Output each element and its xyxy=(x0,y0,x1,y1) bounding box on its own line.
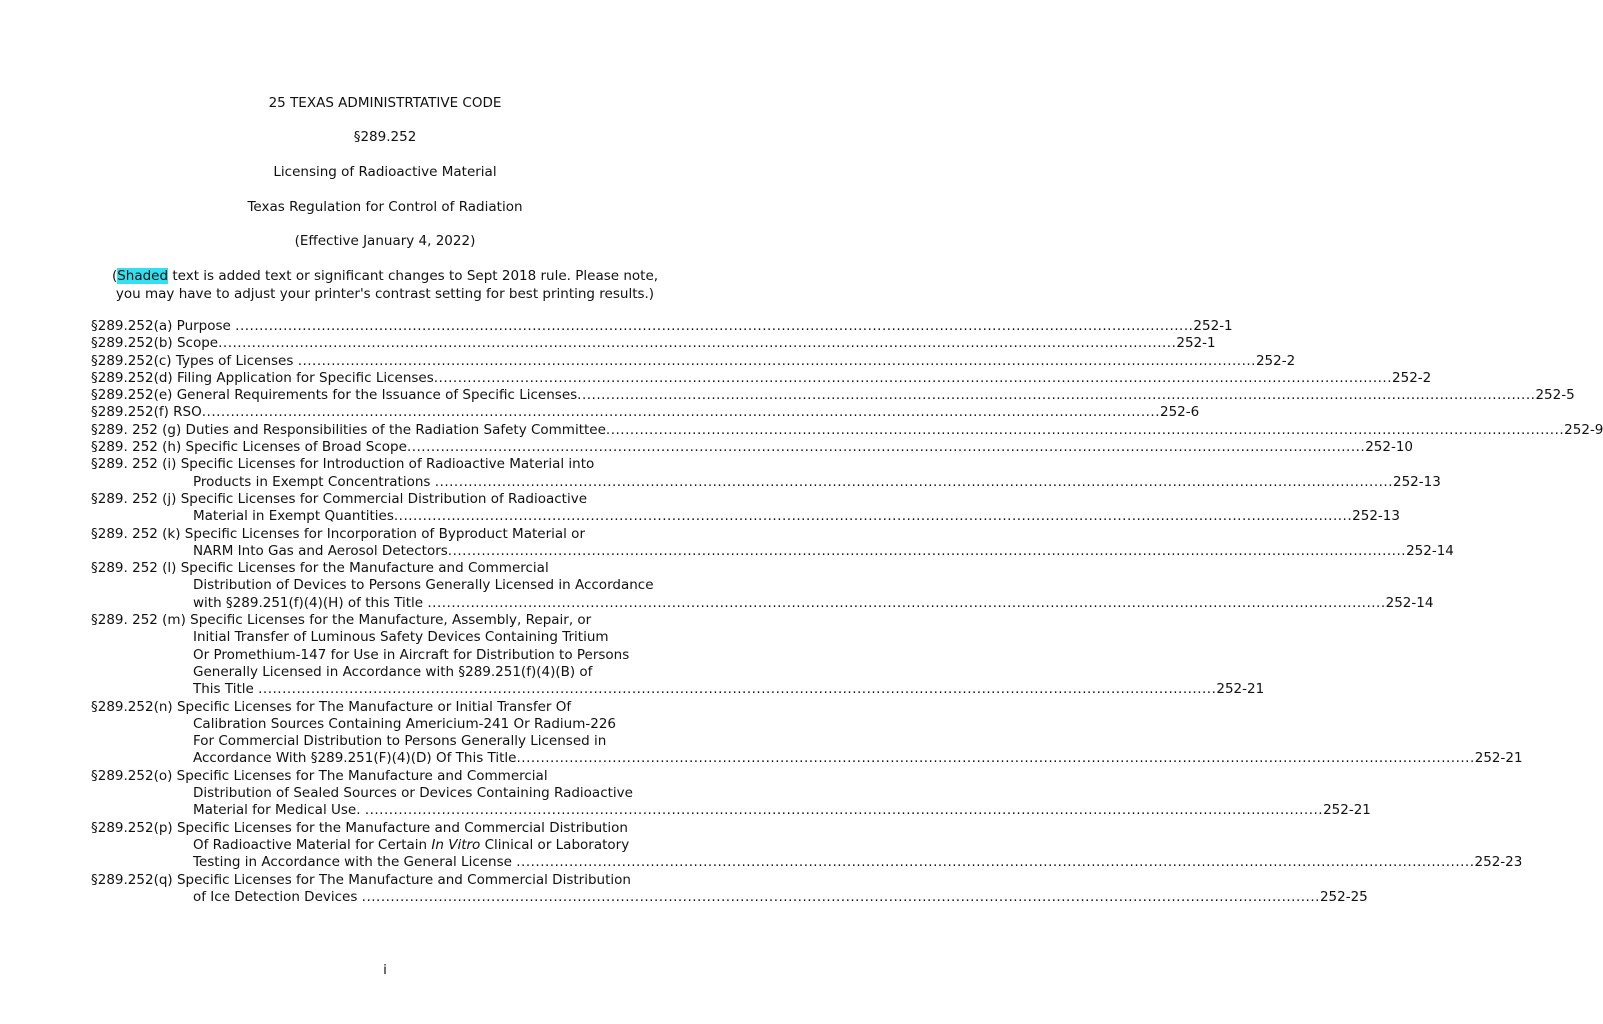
toc-line-text: This Title xyxy=(193,681,259,698)
toc-entry xyxy=(91,335,1216,352)
toc-line xyxy=(91,456,673,473)
toc-line-text: §289.252(d) Filing Application for Specific Licenses xyxy=(91,369,434,386)
toc-line xyxy=(91,768,673,785)
toc-leader-dots: ........................................................................................................................................................................................................ xyxy=(258,681,1217,698)
toc-entry xyxy=(91,318,1233,335)
toc-line xyxy=(91,594,1434,612)
toc-leader-dots: ........................................................................................................................................................................................................ xyxy=(577,387,1536,404)
toc-line-text: Generally Licensed in Accordance with §289.251(f)(4)(B) of xyxy=(193,663,593,680)
toc-page-ref: 252-21 xyxy=(1216,681,1265,698)
toc-line-text: Testing in Accordance with the General License xyxy=(193,854,517,871)
toc-line xyxy=(91,854,1523,871)
toc-page-ref: 252-25 xyxy=(1319,888,1368,905)
toc-line-text: §289.252(o) Specific Licenses for The Manufacture and Commercial xyxy=(91,767,548,784)
toc-entry xyxy=(91,698,1523,768)
toc-entry xyxy=(91,871,1368,907)
toc-page-ref: 252-6 xyxy=(1160,404,1200,421)
toc-leader-dots: ........................................................................................................................................................................................................ xyxy=(297,352,1256,369)
toc-leader-dots: ........................................................................................................................................................................................................ xyxy=(218,335,1177,352)
toc-entry xyxy=(91,439,1414,456)
toc-line-text: Distribution of Devices to Persons Generally Licensed in Accordance xyxy=(193,577,654,594)
toc-line-text: §289.252(b) Scope xyxy=(91,335,219,352)
toc-line xyxy=(91,491,673,508)
toc-line-text: Calibration Sources Containing Americium-241 Or Radium-226 xyxy=(193,715,617,732)
toc-leader-dots: ........................................................................................................................................................................................................ xyxy=(433,369,1393,386)
toc-line xyxy=(91,577,673,594)
toc-line-text: §289. 252 (g) Duties and Responsibilities of the Radiation Safety Committee xyxy=(91,421,606,438)
toc-line xyxy=(91,888,1368,906)
toc-page-ref: 252-1 xyxy=(1176,335,1216,352)
section-number: §289.252 xyxy=(353,129,417,145)
toc-line-text: Material for Medical Use. xyxy=(193,802,365,819)
toc-line-text: §289. 252 (m) Specific Licenses for the Manufacture, Assembly, Repair, or xyxy=(91,612,592,629)
toc-leader-dots: ........................................................................................................................................................................................................ xyxy=(427,594,1386,611)
toc-leader-dots: ........................................................................................................................................................................................................ xyxy=(364,802,1324,819)
regulation-name: Texas Regulation for Control of Radiation xyxy=(247,199,523,215)
toc-page-ref: 252-5 xyxy=(1535,387,1575,404)
toc-line xyxy=(91,716,673,733)
toc-line-text: §289.252(e) General Requirements for the Issuance of Specific Licenses xyxy=(91,387,578,404)
toc-leader-dots: ........................................................................................................................................................................................................ xyxy=(393,508,1353,525)
toc-line-text: §289. 252 (k) Specific Licenses for Incorporation of Byproduct Material or xyxy=(91,525,585,542)
toc-entry xyxy=(91,819,1523,872)
toc-line-text: §289. 252 (j) Specific Licenses for Commercial Distribution of Radioactive xyxy=(91,490,587,507)
toc-line xyxy=(91,421,1603,439)
toc-line-text: Of Radioactive Material for Certain xyxy=(193,836,432,853)
toc-leader-dots: ........................................................................................................................................................................................................ xyxy=(406,439,1366,456)
toc-line xyxy=(91,733,673,750)
toc-line xyxy=(91,612,673,629)
toc-page-ref: 252-21 xyxy=(1323,802,1371,819)
toc-line xyxy=(91,699,673,716)
toc-page-ref: 252-14 xyxy=(1406,542,1454,559)
toc-line xyxy=(91,318,1233,335)
toc-page-ref: 252-14 xyxy=(1385,594,1434,611)
toc-line xyxy=(91,664,673,681)
shading-note xyxy=(0,267,770,303)
toc-line-text: of Ice Detection Devices xyxy=(193,888,362,905)
toc-entry xyxy=(91,560,1434,612)
shading-note-line2: you may have to adjust your printer's contrast setting for best printing results.) xyxy=(115,286,655,302)
toc-leader-dots: ........................................................................................................................................................................................................ xyxy=(434,473,1393,490)
toc-line xyxy=(91,785,673,802)
toc-entry xyxy=(91,767,1371,820)
toc-entry xyxy=(91,612,1265,698)
toc-line xyxy=(91,820,673,837)
table-of-contents xyxy=(91,318,1603,906)
toc-line-text: Material in Exempt Quantities xyxy=(193,508,394,525)
toc-entry xyxy=(91,421,1603,439)
toc-leader-dots: ........................................................................................................................................................................................................ xyxy=(605,421,1565,438)
toc-page-ref: 252-9 xyxy=(1564,421,1603,438)
toc-line xyxy=(91,508,1400,525)
toc-line-text: §289.252(q) Specific Licenses for The Manufacture and Commercial Distribution xyxy=(91,871,631,888)
toc-line xyxy=(91,387,1575,404)
toc-line-text: For Commercial Distribution to Persons Generally Licensed in xyxy=(193,733,607,750)
toc-line xyxy=(91,872,673,889)
toc-leader-dots: ........................................................................................................................................................................................................ xyxy=(447,542,1407,559)
toc-line-text: Distribution of Sealed Sources or Devices Containing Radioactive xyxy=(193,785,633,802)
toc-entry xyxy=(91,456,1441,491)
toc-line-text: §289. 252 (l) Specific Licenses for the Manufacture and Commercial xyxy=(91,560,549,577)
toc-line xyxy=(91,647,673,664)
section-subject: Licensing of Radioactive Material xyxy=(273,164,497,180)
toc-line-text: Or Promethium-147 for Use in Aircraft for Distribution to Persons xyxy=(193,646,630,663)
toc-line xyxy=(91,473,1441,491)
toc-entry xyxy=(91,369,1432,387)
toc-page-ref: 252-23 xyxy=(1474,854,1523,871)
toc-line-text: §289.252(n) Specific Licenses for The Manufacture or Initial Transfer Of xyxy=(91,698,572,715)
toc-line xyxy=(91,560,673,577)
shading-note-line1: (Shaded text is added text or significant changes to Sept 2018 rule. Please note, xyxy=(111,268,659,284)
shaded-word: Shaded xyxy=(117,268,169,284)
toc-entry xyxy=(91,387,1575,404)
toc-line-text: §289.252(f) RSO xyxy=(91,404,202,421)
toc-page-ref: 252-13 xyxy=(1352,508,1400,525)
toc-line xyxy=(91,335,1216,352)
toc-leader-dots: ........................................................................................................................................................................................................ xyxy=(201,404,1160,421)
toc-line-text: with §289.251(f)(4)(H) of this Title xyxy=(193,594,428,611)
toc-leader-dots: ........................................................................................................................................................................................................ xyxy=(235,318,1194,334)
toc-line-text: Initial Transfer of Luminous Safety Devices Containing Tritium xyxy=(193,629,609,646)
toc-line-text: §289.252(p) Specific Licenses for the Manufacture and Commercial Distribution xyxy=(91,819,628,836)
toc-page-ref: 252-1 xyxy=(1193,318,1233,334)
toc-line-text: §289.252(c) Types of Licenses xyxy=(91,352,298,369)
effective-date: (Effective January 4, 2022) xyxy=(294,233,476,249)
toc-line xyxy=(91,352,1296,370)
toc-line xyxy=(91,526,673,543)
toc-entry xyxy=(91,404,1200,421)
toc-line xyxy=(91,542,1454,560)
toc-line-text: §289. 252 (i) Specific Licenses for Introduction of Radioactive Material into xyxy=(91,456,595,473)
toc-leader-dots: ........................................................................................................................................................................................................ xyxy=(361,888,1320,905)
toc-line xyxy=(91,802,1371,819)
toc-line xyxy=(91,404,1200,421)
toc-line xyxy=(91,369,1432,387)
toc-line-text: §289.252(a) Purpose xyxy=(91,318,236,334)
toc-page-ref: 252-2 xyxy=(1392,369,1432,386)
toc-page-ref: 252-21 xyxy=(1474,750,1523,767)
toc-entry xyxy=(91,490,1400,526)
toc-line-text: Products in Exempt Concentrations xyxy=(193,473,435,490)
toc-italic-text: In Vitro xyxy=(431,836,481,853)
toc-line-text: §289. 252 (h) Specific Licenses of Broad Scope xyxy=(91,439,407,456)
toc-line xyxy=(91,750,1523,767)
toc-line-text: Clinical or Laboratory xyxy=(480,836,630,853)
toc-line-text: Accordance With §289.251(F)(4)(D) Of This Title xyxy=(193,750,517,767)
toc-entry xyxy=(91,525,1454,561)
toc-line-text: NARM Into Gas and Aerosol Detectors xyxy=(193,542,448,559)
toc-page-ref: 252-13 xyxy=(1393,473,1441,490)
toc-entry xyxy=(91,352,1296,370)
toc-line xyxy=(91,837,673,854)
toc-line xyxy=(91,439,1414,456)
toc-page-ref: 252-10 xyxy=(1365,439,1414,456)
toc-leader-dots: ........................................................................................................................................................................................................ xyxy=(516,854,1475,871)
toc-line xyxy=(91,629,673,646)
toc-line xyxy=(91,681,1265,698)
toc-page-ref: 252-2 xyxy=(1255,352,1296,369)
code-title: 25 TEXAS ADMINISTRTATIVE CODE xyxy=(268,95,502,111)
toc-leader-dots: ........................................................................................................................................................................................................ xyxy=(516,750,1475,767)
page-number: i xyxy=(383,962,387,978)
